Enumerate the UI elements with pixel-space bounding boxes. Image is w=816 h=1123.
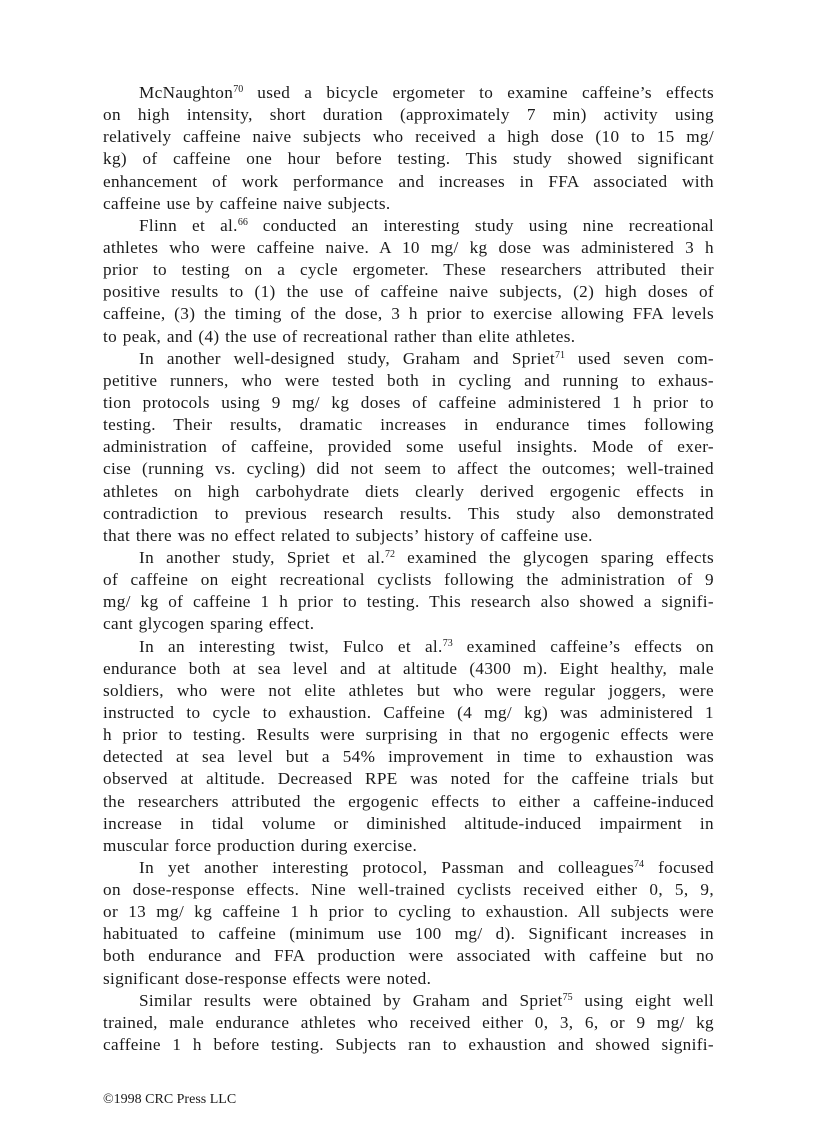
text-line bbox=[103, 923, 714, 945]
text-line bbox=[103, 945, 714, 967]
text-segment: of caffeine on eight recreational cyclists following the administration of 9 bbox=[103, 570, 714, 590]
text-line bbox=[103, 658, 714, 680]
text-line bbox=[103, 104, 714, 126]
text-segment: the researchers attributed the ergogenic effects to either a caffeine-induced bbox=[103, 791, 714, 811]
text-line bbox=[103, 1012, 714, 1034]
text-segment: soldiers, who were not elite athletes but who were regular joggers, were bbox=[103, 680, 714, 700]
text-segment: to peak, and (4) the use of recreational rather than elite athletes. bbox=[103, 326, 576, 346]
text-segment: testing. Their results, dramatic increases in endurance times following bbox=[103, 415, 714, 435]
text-line bbox=[103, 680, 714, 702]
text-segment: cant glycogen sparing effect. bbox=[103, 614, 315, 634]
text-line bbox=[103, 481, 714, 503]
text-segment: that there was no effect related to subjects’ history of caffeine use. bbox=[103, 525, 593, 545]
reference-superscript: 72 bbox=[385, 548, 396, 560]
text-segment: instructed to cycle to exhaustion. Caffeine (4 mg/ kg) was administered 1 bbox=[103, 702, 714, 722]
text-segment: trained, male endurance athletes who received either 0, 3, 6, or 9 mg/ kg bbox=[103, 1012, 714, 1032]
text-segment: athletes who were caffeine naive. A 10 mg/ kg dose was administered 3 h bbox=[103, 237, 714, 257]
paragraph bbox=[103, 857, 714, 990]
text-line bbox=[103, 1034, 714, 1056]
text-segment: McNaughton bbox=[139, 83, 234, 102]
reference-superscript: 66 bbox=[237, 216, 248, 228]
text-line bbox=[103, 591, 714, 613]
text-line bbox=[103, 392, 714, 414]
text-line bbox=[103, 259, 714, 281]
text-line bbox=[103, 458, 714, 480]
text-segment: In yet another interesting protocol, Passman and colleagues bbox=[139, 857, 635, 877]
reference-superscript: 71 bbox=[554, 349, 565, 361]
text-line bbox=[103, 968, 714, 990]
text-segment: administration of caffeine, provided some useful insights. Mode of exer- bbox=[103, 437, 714, 457]
text-segment: In another study, Spriet et al. bbox=[139, 547, 386, 567]
text-segment: cise (running vs. cycling) did not seem to affect the outcomes; well-trained bbox=[103, 459, 714, 479]
text-line bbox=[103, 569, 714, 591]
paragraph bbox=[103, 215, 714, 348]
text-segment: h prior to testing. Results were surprising in that no ergogenic effects were bbox=[103, 725, 714, 745]
text-line bbox=[103, 901, 714, 923]
text-segment: used seven com- bbox=[564, 348, 714, 368]
paragraph bbox=[103, 990, 714, 1056]
text-segment: examined the glycogen sparing effects bbox=[395, 547, 714, 567]
text-line bbox=[103, 879, 714, 901]
text-segment: contradiction to previous research results. This study also demonstrated bbox=[103, 503, 714, 523]
text-line bbox=[103, 702, 714, 724]
paragraph bbox=[103, 348, 714, 547]
text-line bbox=[103, 746, 714, 768]
text-segment: examined caffeine’s effects on bbox=[452, 636, 714, 656]
text-line bbox=[103, 148, 714, 170]
text-segment: observed at altitude. Decreased RPE was noted for the caffeine trials but bbox=[103, 769, 714, 789]
reference-superscript: 75 bbox=[562, 991, 573, 1003]
text-segment: both endurance and FFA production were associated with caffeine but no bbox=[103, 946, 714, 966]
text-segment: caffeine, (3) the timing of the dose, 3 h prior to exercise allowing FFA levels bbox=[103, 304, 714, 324]
text-line bbox=[103, 82, 714, 104]
text-line bbox=[103, 370, 714, 392]
text-segment: focused bbox=[644, 857, 714, 877]
text-line bbox=[103, 857, 714, 879]
text-segment: kg) of caffeine one hour before testing. This study showed significant bbox=[103, 149, 714, 169]
paragraph bbox=[103, 636, 714, 857]
text-line bbox=[103, 237, 714, 259]
text-segment: detected at sea level but a 54% improvement in time to exhaustion was bbox=[103, 747, 714, 767]
text-segment: on dose-response effects. Nine well-trained cyclists received either 0, 5, 9, bbox=[103, 880, 714, 900]
text-line bbox=[103, 791, 714, 813]
text-line bbox=[103, 436, 714, 458]
text-segment: increase in tidal volume or diminished altitude-induced impairment in bbox=[103, 813, 714, 833]
text-segment: Similar results were obtained by Graham and Spriet bbox=[139, 990, 563, 1010]
text-segment: tion protocols using 9 mg/ kg doses of caffeine administered 1 h prior to bbox=[103, 392, 714, 412]
text-segment: used a bicycle ergometer to examine caffeine’s effects bbox=[243, 83, 714, 102]
text-line bbox=[103, 193, 714, 215]
reference-superscript: 74 bbox=[634, 858, 645, 870]
text-line bbox=[103, 281, 714, 303]
text-line bbox=[103, 215, 714, 237]
paragraph bbox=[103, 547, 714, 636]
text-line bbox=[103, 636, 714, 658]
text-line bbox=[103, 126, 714, 148]
text-line bbox=[103, 547, 714, 569]
text-line bbox=[103, 990, 714, 1012]
text-segment: In an interesting twist, Fulco et al. bbox=[139, 636, 443, 656]
text-segment: endurance both at sea level and at altitude (4300 m). Eight healthy, male bbox=[103, 658, 714, 678]
text-segment: habituated to caffeine (minimum use 100 mg/ d). Significant increases in bbox=[103, 924, 714, 944]
text-segment: on high intensity, short duration (approximately 7 min) activity using bbox=[103, 105, 714, 125]
text-line bbox=[103, 813, 714, 835]
text-segment: or 13 mg/ kg caffeine 1 h prior to cycling to exhaustion. All subjects were bbox=[103, 902, 714, 922]
text-segment: caffeine use by caffeine naive subjects. bbox=[103, 193, 391, 213]
text-line bbox=[103, 414, 714, 436]
text-line bbox=[103, 503, 714, 525]
text-segment: mg/ kg of caffeine 1 h prior to testing. This research also showed a signifi- bbox=[103, 592, 714, 612]
text-line bbox=[103, 303, 714, 325]
reference-superscript: 70 bbox=[233, 84, 244, 95]
text-segment: In another well-designed study, Graham and Spriet bbox=[139, 348, 555, 368]
text-segment: enhancement of work performance and increases in FFA associated with bbox=[103, 171, 714, 191]
text-segment: petitive runners, who were tested both in cycling and running to exhaus- bbox=[103, 370, 714, 390]
text-line bbox=[103, 348, 714, 370]
text-line bbox=[103, 613, 714, 635]
text-segment: relatively caffeine naive subjects who received a high dose (10 to 15 mg/ bbox=[103, 127, 714, 147]
text-line bbox=[103, 525, 714, 547]
text-segment: caffeine 1 h before testing. Subjects ran to exhaustion and showed signifi- bbox=[103, 1035, 714, 1055]
text-segment: Flinn et al. bbox=[139, 215, 238, 235]
text-line bbox=[103, 724, 714, 746]
paragraph bbox=[103, 82, 714, 215]
text-line bbox=[103, 171, 714, 193]
text-segment: prior to testing on a cycle ergometer. These researchers attributed their bbox=[103, 260, 714, 280]
text-segment: conducted an interesting study using nine recreational bbox=[247, 215, 714, 235]
text-line bbox=[103, 326, 714, 348]
text-line bbox=[103, 835, 714, 857]
text-segment: using eight well bbox=[572, 990, 714, 1010]
reference-superscript: 73 bbox=[442, 637, 453, 649]
text-line bbox=[103, 768, 714, 790]
copyright-footer: ©1998 CRC Press LLC bbox=[103, 1092, 237, 1107]
body-text bbox=[103, 82, 714, 1056]
text-segment: athletes on high carbohydrate diets clearly derived ergogenic effects in bbox=[103, 481, 714, 501]
text-segment: muscular force production during exercise. bbox=[103, 835, 418, 855]
text-segment: significant dose-response effects were noted. bbox=[103, 968, 432, 988]
text-segment: positive results to (1) the use of caffeine naive subjects, (2) high doses of bbox=[103, 282, 714, 302]
